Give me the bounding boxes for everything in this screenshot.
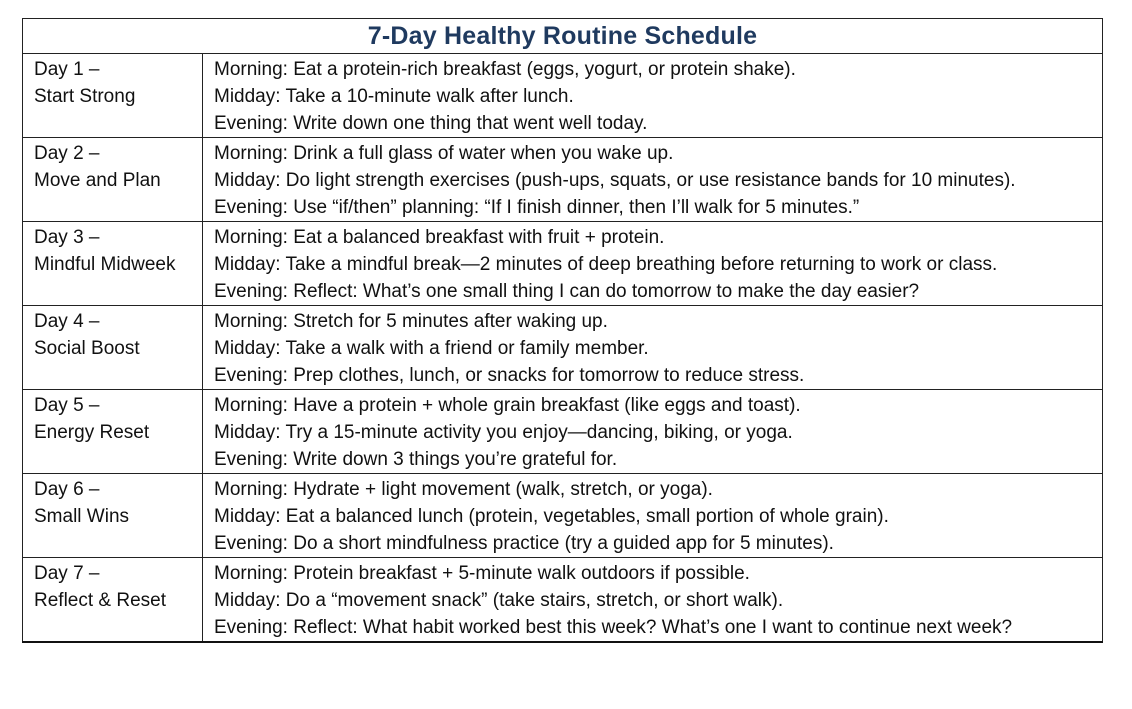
day-number: Day 6 – — [34, 479, 100, 500]
activities-cell — [203, 222, 1103, 306]
page-title: 7-Day Healthy Routine Schedule — [23, 19, 1103, 54]
day-number: Day 7 – — [34, 563, 100, 584]
morning-activity: Morning: Have a protein + whole grain breakfast (like eggs and toast). — [214, 395, 801, 416]
activities-cell — [203, 306, 1103, 390]
day-theme: Mindful Midweek — [34, 254, 176, 275]
day-row-6 — [23, 474, 1103, 558]
morning-activity: Morning: Eat a balanced breakfast with fruit + protein. — [214, 227, 665, 248]
morning-activity: Morning: Hydrate + light movement (walk, stretch, or yoga). — [214, 479, 713, 500]
day-theme: Move and Plan — [34, 170, 161, 191]
morning-activity: Morning: Protein breakfast + 5-minute walk outdoors if possible. — [214, 563, 750, 584]
midday-activity: Midday: Take a walk with a friend or family member. — [214, 338, 649, 359]
day-number: Day 1 – — [34, 59, 100, 80]
morning-activity: Morning: Stretch for 5 minutes after waking up. — [214, 311, 608, 332]
activities-cell — [203, 558, 1103, 643]
evening-activity: Evening: Do a short mindfulness practice (try a guided app for 5 minutes). — [214, 533, 834, 554]
activities-cell — [203, 474, 1103, 558]
day-number: Day 5 – — [34, 395, 100, 416]
day-number: Day 2 – — [34, 143, 100, 164]
title-row — [23, 19, 1103, 54]
day-cell — [23, 558, 203, 643]
day-cell — [23, 306, 203, 390]
morning-activity: Morning: Drink a full glass of water when you wake up. — [214, 143, 674, 164]
day-theme: Small Wins — [34, 506, 130, 527]
midday-activity: Midday: Take a 10-minute walk after lunch. — [214, 86, 574, 107]
day-number: Day 4 – — [34, 311, 100, 332]
day-theme: Start Strong — [34, 86, 136, 107]
activities-cell — [203, 138, 1103, 222]
evening-activity: Evening: Write down one thing that went well today. — [214, 113, 648, 134]
day-number: Day 3 – — [34, 227, 100, 248]
midday-activity: Midday: Do a “movement snack” (take stairs, stretch, or short walk). — [214, 590, 784, 611]
day-cell — [23, 474, 203, 558]
day-theme: Reflect & Reset — [34, 590, 166, 611]
day-theme: Energy Reset — [34, 422, 150, 443]
day-cell — [23, 390, 203, 474]
evening-activity: Evening: Prep clothes, lunch, or snacks for tomorrow to reduce stress. — [214, 365, 805, 386]
midday-activity: Midday: Try a 15-minute activity you enjoy—dancing, biking, or yoga. — [214, 422, 793, 443]
day-row-5 — [23, 390, 1103, 474]
day-row-2 — [23, 138, 1103, 222]
midday-activity: Midday: Eat a balanced lunch (protein, vegetables, small portion of whole grain). — [214, 506, 889, 527]
evening-activity: Evening: Use “if/then” planning: “If I finish dinner, then I’ll walk for 5 minutes.” — [214, 197, 860, 218]
day-cell — [23, 138, 203, 222]
day-cell — [23, 222, 203, 306]
day-row-3 — [23, 222, 1103, 306]
day-row-4 — [23, 306, 1103, 390]
midday-activity: Midday: Take a mindful break—2 minutes of deep breathing before returning to work or class. — [214, 254, 998, 275]
schedule-table — [22, 18, 1103, 643]
day-row-1 — [23, 54, 1103, 138]
evening-activity: Evening: Write down 3 things you’re grateful for. — [214, 449, 618, 470]
evening-activity: Evening: Reflect: What habit worked best this week? What’s one I want to continue next week? — [214, 617, 1013, 638]
midday-activity: Midday: Do light strength exercises (push-ups, squats, or use resistance bands for 10 minutes). — [214, 170, 1016, 191]
activities-cell — [203, 390, 1103, 474]
activities-cell — [203, 54, 1103, 138]
day-row-7 — [23, 558, 1103, 643]
morning-activity: Morning: Eat a protein-rich breakfast (eggs, yogurt, or protein shake). — [214, 59, 796, 80]
day-theme: Social Boost — [34, 338, 140, 359]
evening-activity: Evening: Reflect: What’s one small thing I can do tomorrow to make the day easier? — [214, 281, 920, 302]
day-cell — [23, 54, 203, 138]
